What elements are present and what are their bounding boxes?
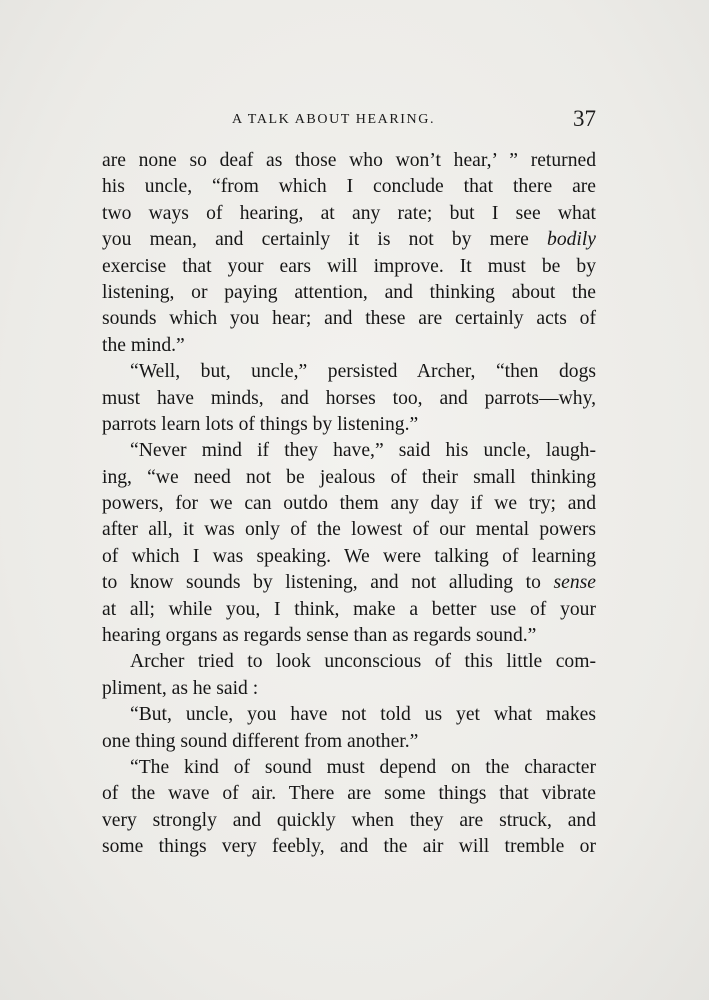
text-line: parrots learn lots of things by listening.” bbox=[102, 413, 419, 435]
page-header bbox=[102, 108, 596, 138]
body-text bbox=[102, 148, 596, 861]
text-line: after all, it was only of the lowest of our mental powers bbox=[102, 519, 596, 541]
text-line: sounds which you hear; and these are certainly acts of bbox=[102, 308, 596, 330]
text-line: pliment, as he said : bbox=[102, 677, 259, 699]
text-line: “The kind of sound must depend on the character bbox=[130, 756, 596, 778]
text-line: one thing sound different from another.” bbox=[102, 730, 419, 752]
text-line bbox=[102, 227, 596, 253]
page-number: 37 bbox=[573, 106, 596, 131]
text-line: at all; while you, I think, make a better use of your bbox=[102, 598, 596, 620]
text-line: of which I was speaking. We were talking of learning bbox=[102, 545, 596, 567]
text-line: very strongly and quickly when they are struck, and bbox=[102, 809, 596, 831]
text-line: hearing organs as regards sense than as regards sound.” bbox=[102, 625, 537, 647]
text-line: are none so deaf as those who won’t hear,’ ” returned bbox=[102, 150, 596, 171]
text-line: Archer tried to look unconscious of this little com- bbox=[130, 651, 596, 673]
text-line: of the wave of air. There are some things that vibrate bbox=[102, 783, 596, 805]
text-line: exercise that your ears will improve. It must be by bbox=[102, 255, 596, 277]
text-line: the mind.” bbox=[102, 334, 185, 356]
text-line bbox=[102, 570, 596, 596]
text-line: his uncle, “from which I conclude that there are bbox=[102, 176, 596, 198]
text-segment: you mean, and certainly it is not by mere bbox=[102, 229, 548, 251]
italic-word: sense bbox=[553, 572, 596, 594]
text-line: “But, uncle, you have not told us yet what makes bbox=[130, 704, 596, 726]
text-line: ing, “we need not be jealous of their small thinking bbox=[102, 466, 596, 488]
text-line: must have minds, and horses too, and parrots—why, bbox=[102, 387, 596, 409]
text-segment: to know sounds by listening, and not alluding to bbox=[102, 572, 554, 594]
text-line: powers, for we can outdo them any day if we try; and bbox=[102, 493, 596, 515]
text-line: “Never mind if they have,” said his uncle, laugh- bbox=[130, 440, 596, 462]
text-line: two ways of hearing, at any rate; but I see what bbox=[102, 202, 596, 224]
running-head: A TALK ABOUT HEARING. bbox=[232, 112, 436, 127]
text-line: “Well, but, uncle,” persisted Archer, “then dogs bbox=[130, 361, 596, 383]
text-line: some things very feebly, and the air will tremble or bbox=[102, 836, 596, 858]
italic-word: bodily bbox=[547, 229, 596, 251]
text-line: listening, or paying attention, and thinking about the bbox=[102, 281, 596, 303]
